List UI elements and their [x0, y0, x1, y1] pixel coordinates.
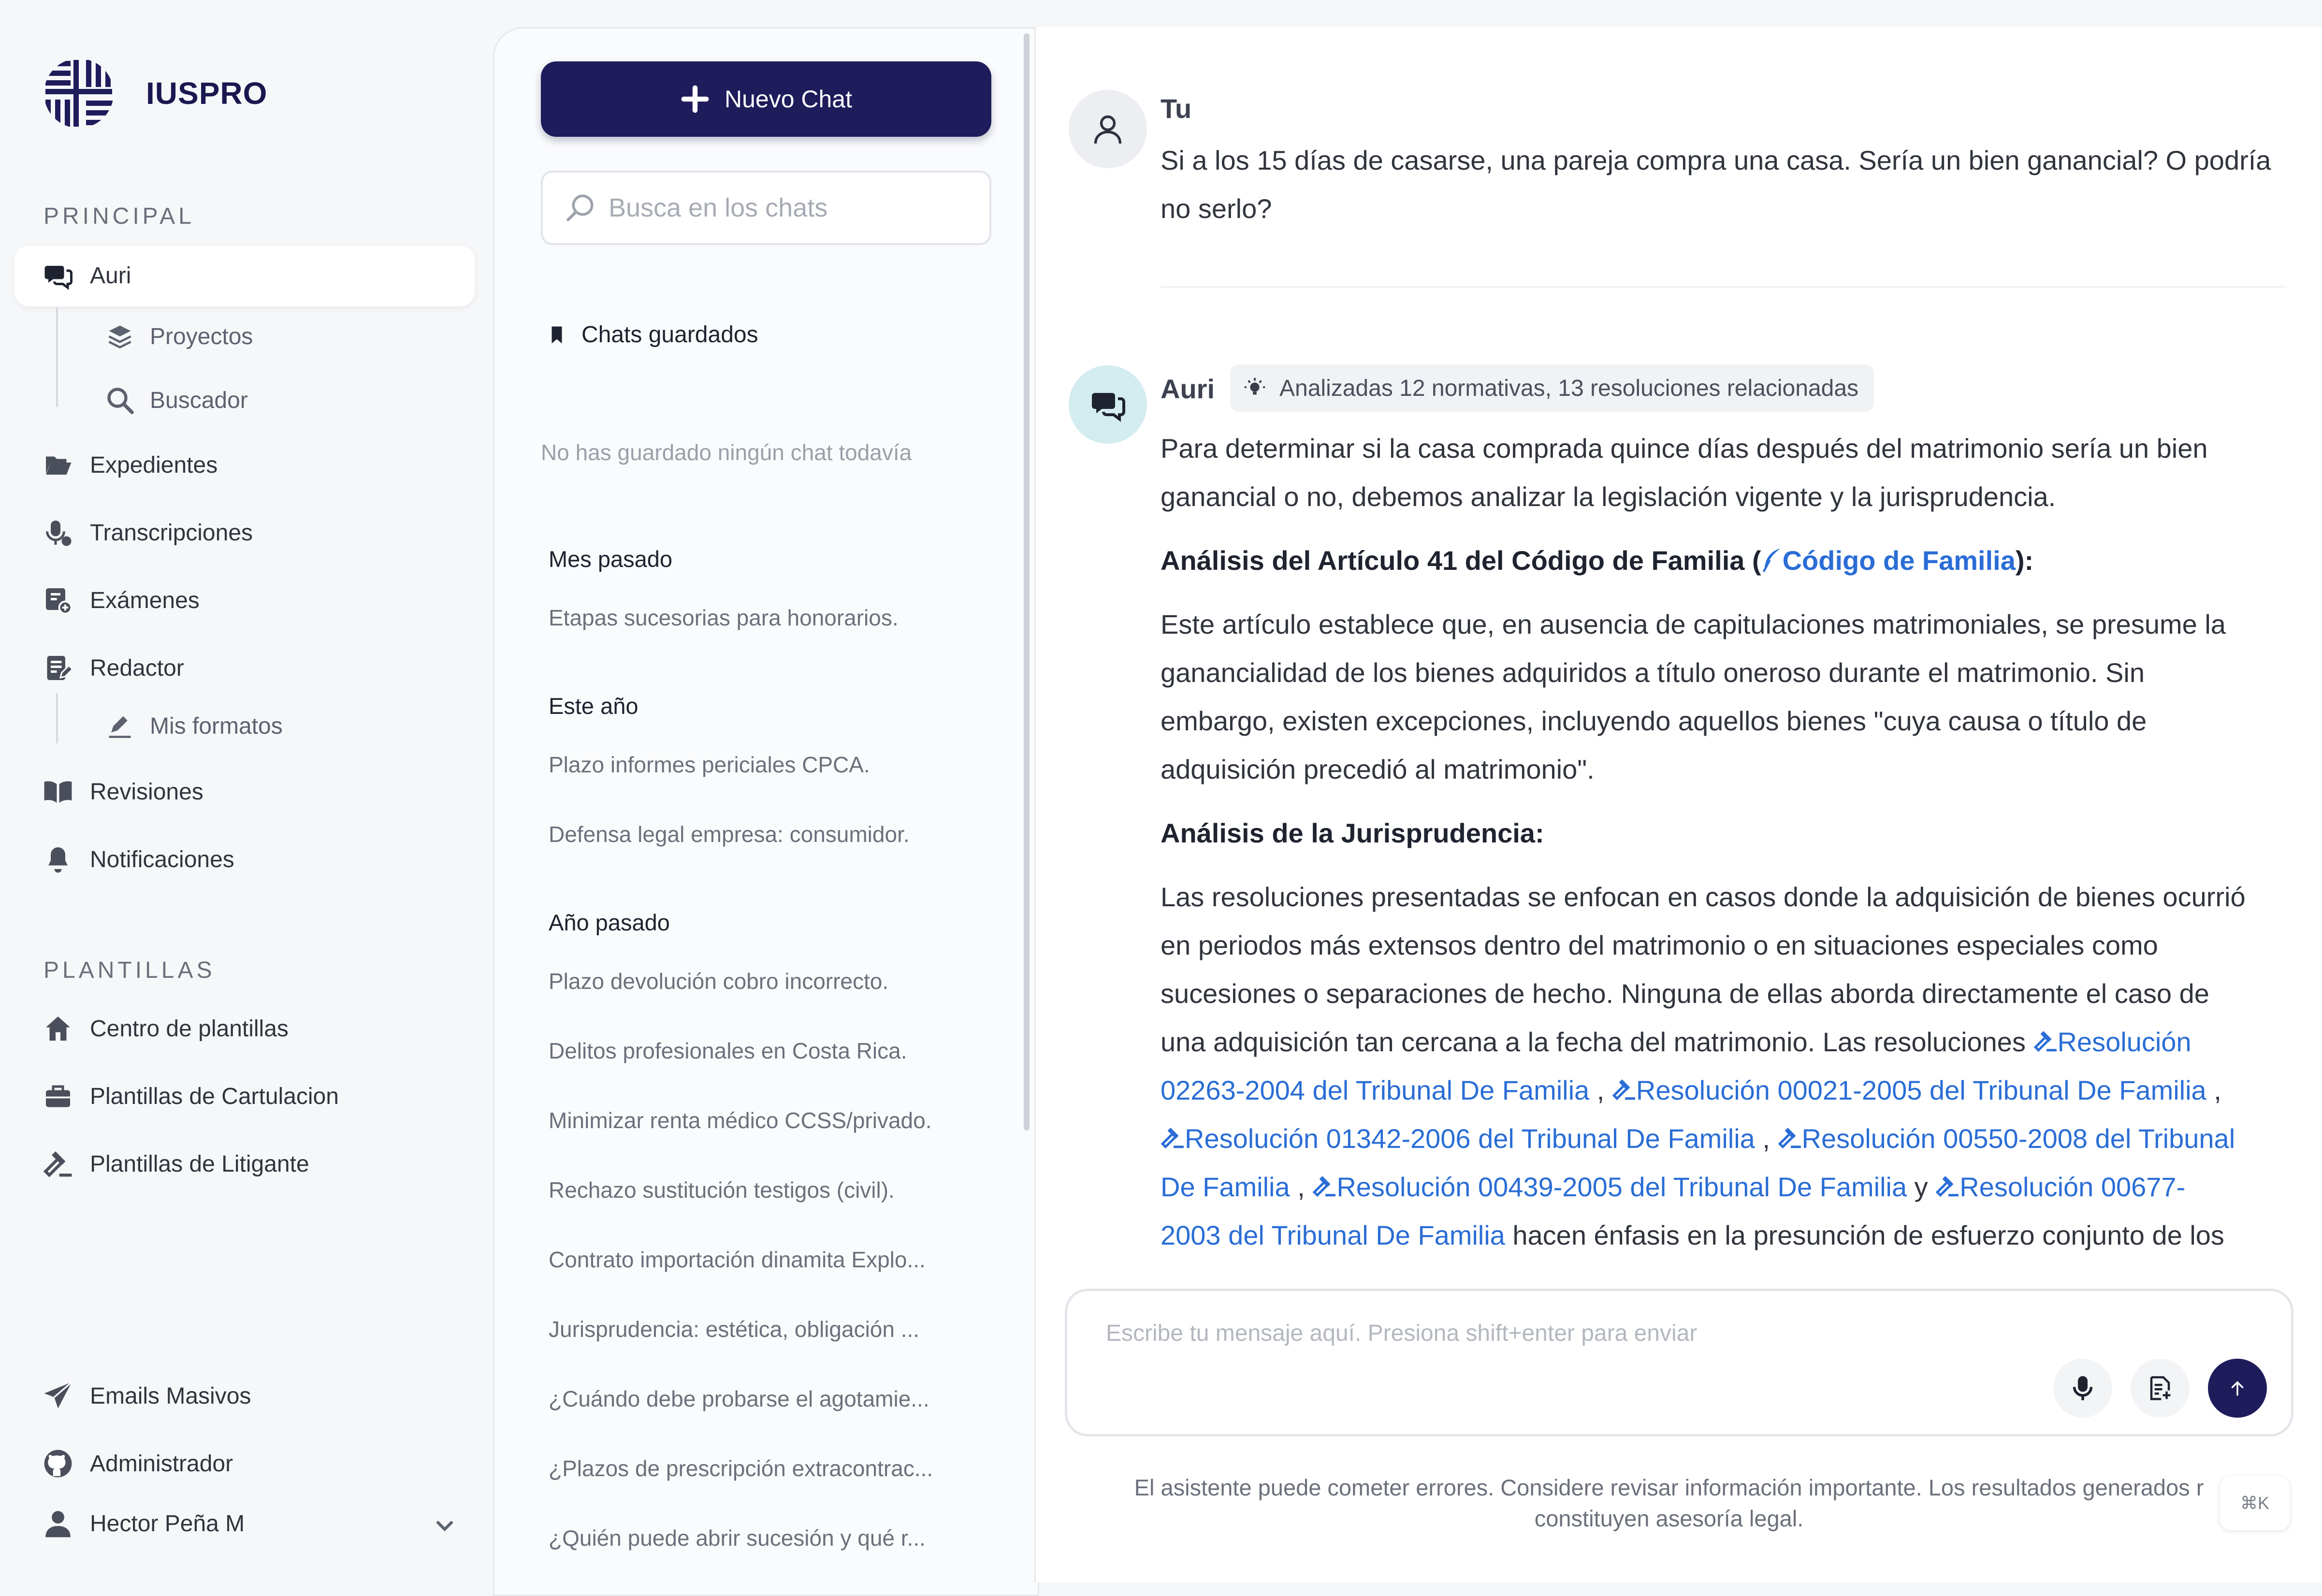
- new-chat-label: Nuevo Chat: [724, 86, 853, 113]
- chat-item[interactable]: Rechazo sustitución testigos (civil).: [549, 1177, 895, 1203]
- analysis-badge-text: Analizadas 12 normativas, 13 resoluciones relacionadas: [1279, 375, 1859, 401]
- chat-item[interactable]: ¿Plazos de prescripción extracontrac...: [549, 1456, 933, 1481]
- resolution-link[interactable]: De Familia: [1161, 1172, 1290, 1202]
- reply-text: ,: [1589, 1075, 1612, 1105]
- reply-line: [1161, 1066, 2287, 1115]
- sidebar-item-expedientes[interactable]: [43, 450, 218, 480]
- user-avatar: [1069, 90, 1147, 168]
- brand-logo-icon: [43, 57, 115, 130]
- reply-text: una adquisición tan cercana a la fecha del matrimonio. Las resoluciones: [1161, 1027, 2033, 1057]
- reply-line: [1161, 1163, 2287, 1211]
- reply-line: ganancialidad de los bienes adquiridos a título oneroso durante el matrimonio. Sin: [1161, 657, 2145, 688]
- document-edit-icon: [43, 653, 73, 683]
- sidebar-item-transcripciones[interactable]: [43, 517, 253, 548]
- search-icon: [564, 192, 596, 224]
- bookmark-icon: [547, 325, 567, 345]
- reply-line: Este artículo establece que, en ausencia de capitulaciones matrimoniales, se presume la: [1161, 609, 2226, 639]
- sidebar-item-label: Auri: [90, 262, 131, 289]
- reply-line: [1161, 1115, 2287, 1163]
- sidebar-item-buscador[interactable]: [104, 385, 248, 416]
- sidebar-item-administrador[interactable]: [43, 1448, 233, 1479]
- sidebar-item-label: Revisiones: [90, 779, 203, 805]
- chat-bubbles-icon: [43, 260, 73, 291]
- reply-text: ,: [2206, 1075, 2221, 1105]
- disclaimer-line: constituyen asesoría legal.: [1534, 1506, 1804, 1531]
- reply-line: en periodos más extensos dentro del matrimonio o en situaciones especiales como: [1161, 930, 2158, 960]
- gavel-icon: [1312, 1174, 1336, 1198]
- sidebar-item-label: Proyectos: [150, 323, 253, 349]
- sidebar-item-label: Notificaciones: [90, 846, 234, 872]
- chat-item[interactable]: Defensa legal empresa: consumidor.: [549, 822, 910, 847]
- reply-line: adquisición precedió al matrimonio".: [1161, 754, 1595, 784]
- resolution-link[interactable]: [1612, 1075, 2206, 1105]
- sidebar-item-label: Redactor: [90, 655, 184, 681]
- sidebar: [0, 0, 488, 1582]
- plus-icon: [680, 84, 710, 114]
- sidebar-item-redactor[interactable]: [43, 653, 184, 683]
- reply-line: embargo, existen excepciones, incluyendo aquellos bienes "cuya causa o título de: [1161, 706, 2147, 736]
- chatlist-scrollbar[interactable]: [1024, 33, 1030, 1131]
- group-title: Este año: [549, 693, 639, 719]
- group-title: Año pasado: [549, 910, 670, 935]
- reply-heading: [1161, 537, 2287, 585]
- reply-line: ganancial o no, debemos analizar la legislación vigente y la jurisprudencia.: [1161, 481, 2056, 512]
- home-icon: [43, 1013, 73, 1044]
- sidebar-item-label: Centro de plantillas: [90, 1016, 289, 1042]
- chat-item[interactable]: Delitos profesionales en Costa Rica.: [549, 1038, 907, 1063]
- resolution-link[interactable]: [1312, 1172, 1907, 1202]
- sidebar-item-label: Administrador: [90, 1451, 233, 1477]
- resolution-link-text: Resolución 00677-: [1959, 1172, 2186, 1202]
- gavel-icon: [2033, 1029, 2058, 1053]
- chat-item[interactable]: Contrato importación dinamita Explo...: [549, 1247, 926, 1272]
- sidebar-item-label: Mis formatos: [150, 713, 283, 739]
- sidebar-item-notificaciones[interactable]: [43, 844, 234, 875]
- section-plantillas: PLANTILLAS: [44, 958, 216, 983]
- reply-line: [1161, 1018, 2287, 1066]
- reply-text: ,: [1290, 1172, 1313, 1202]
- tree-connector: [56, 693, 58, 743]
- gavel-icon: [1935, 1174, 1959, 1198]
- resolution-link[interactable]: 02263-2004 del Tribunal De Familia: [1161, 1075, 1590, 1105]
- resolution-link-text: Resolución 00550-2008 del Tribunal: [1801, 1123, 2235, 1154]
- reply-line: Para determinar si la casa comprada quince días después del matrimonio sería un bien: [1161, 433, 2208, 464]
- message-divider: [1161, 286, 2287, 288]
- lightbulb-icon: [1244, 377, 1266, 399]
- brand-name: IUSPRO: [146, 76, 268, 111]
- reply-text: y: [1907, 1172, 1936, 1202]
- user-sender-name: Tu: [1161, 93, 1192, 124]
- sidebar-item-emails-masivos[interactable]: [43, 1380, 251, 1411]
- microphone-icon: [43, 517, 73, 548]
- chat-item[interactable]: Plazo devolución cobro incorrecto.: [549, 969, 889, 994]
- attach-document-button[interactable]: [2131, 1359, 2190, 1418]
- voice-input-button[interactable]: [2053, 1359, 2112, 1418]
- reply-line: sucesiones o separaciones de hecho. Ninguna de ellas aborda directamente el caso de: [1161, 978, 2209, 1009]
- user-message-line: Si a los 15 días de casarse, una pareja compra una casa. Sería un bien ganancial? O podría: [1161, 145, 2271, 175]
- reply-heading: Análisis de la Jurisprudencia:: [1161, 818, 1544, 848]
- sidebar-item-plantillas-litigante[interactable]: [43, 1148, 309, 1179]
- reply-line: [1161, 1211, 2287, 1260]
- search-icon: [104, 385, 135, 416]
- sidebar-item-label: Exámenes: [90, 587, 200, 613]
- gavel-icon: [43, 1148, 73, 1179]
- chevron-down-icon[interactable]: [433, 1514, 456, 1537]
- user-message-line: no serlo?: [1161, 193, 1272, 224]
- github-icon: [43, 1448, 73, 1479]
- user-name: Hector Peña M: [90, 1510, 245, 1537]
- resolution-link[interactable]: [1161, 1123, 1755, 1154]
- message-input[interactable]: [1105, 1319, 2122, 1360]
- briefcase-icon: [43, 1081, 73, 1112]
- user-icon: [43, 1508, 73, 1539]
- microphone-icon: [2068, 1374, 2097, 1403]
- analysis-badge[interactable]: [1230, 364, 1874, 412]
- user-menu[interactable]: [43, 1508, 245, 1539]
- reply-heading-text: ):: [2015, 545, 2034, 576]
- tree-connector: [56, 307, 58, 407]
- saved-chats-header[interactable]: [547, 321, 758, 348]
- sidebar-item-label: Plantillas de Litigante: [90, 1151, 309, 1177]
- reply-text: ,: [1755, 1123, 1778, 1154]
- chat-history-panel: [493, 27, 1039, 1596]
- saved-chats-label: Chats guardados: [581, 322, 758, 348]
- reply-text: hacen énfasis en la presunción de esfuerzo conjunto de los: [1505, 1220, 2224, 1250]
- exam-icon: [43, 585, 73, 616]
- sidebar-item-label: Expedientes: [90, 452, 218, 478]
- paper-plane-icon: [43, 1380, 73, 1411]
- gavel-icon: [1161, 1126, 1185, 1150]
- assistant-sender-name: Auri: [1161, 374, 1215, 404]
- resolution-link-text: Resolución 01342-2006 del Tribunal De Familia: [1185, 1123, 1755, 1154]
- document-add-icon: [2147, 1375, 2173, 1401]
- sidebar-item-label: Buscador: [150, 387, 248, 413]
- feather-icon: [1761, 548, 1783, 573]
- codigo-familia-link[interactable]: Código de Familia: [1782, 545, 2016, 576]
- chat-item[interactable]: Etapas sucesorias para honorarios.: [549, 605, 899, 630]
- chat-item[interactable]: Minimizar renta médico CCSS/privado.: [549, 1108, 932, 1133]
- chat-search-input[interactable]: [608, 192, 977, 223]
- chat-search-box[interactable]: [541, 171, 991, 245]
- folder-open-icon: [43, 450, 73, 480]
- chat-item[interactable]: Jurisprudencia: estética, obligación ...: [549, 1317, 920, 1342]
- resolution-link[interactable]: [1778, 1123, 2235, 1154]
- section-principal: PRINCIPAL: [44, 203, 195, 229]
- brand[interactable]: [43, 57, 267, 130]
- resolution-link-text: Resolución 00021-2005 del Tribunal De Familia: [1636, 1075, 2206, 1105]
- sidebar-item-label: Transcripciones: [90, 520, 253, 546]
- layers-icon: [104, 321, 135, 352]
- sidebar-item-mis-formatos[interactable]: [104, 711, 283, 741]
- saved-chats-empty: No has guardado ningún chat todavía: [541, 440, 912, 465]
- pen-icon: [104, 711, 135, 741]
- bell-icon: [43, 844, 73, 875]
- disclaimer: [1084, 1472, 2254, 1534]
- group-title: Mes pasado: [549, 546, 673, 572]
- resolution-link[interactable]: [2033, 1027, 2191, 1057]
- resolution-link[interactable]: [1935, 1172, 2185, 1202]
- sidebar-item-plantillas-cartulacion[interactable]: [43, 1081, 339, 1112]
- sidebar-item-centro-plantillas[interactable]: [43, 1013, 289, 1044]
- chat-item[interactable]: Plazo informes periciales CPCA.: [549, 752, 870, 777]
- sidebar-item-examenes[interactable]: [43, 585, 200, 616]
- new-chat-button[interactable]: [541, 61, 991, 137]
- conversation-panel: [1034, 27, 2322, 1582]
- reply-line: Las resoluciones presentadas se enfocan en casos donde la adquisición de bienes ocurrió: [1161, 882, 2246, 912]
- sidebar-item-auri[interactable]: [43, 260, 131, 291]
- sidebar-item-proyectos[interactable]: [104, 321, 253, 352]
- command-shortcut-badge[interactable]: ⌘K: [2220, 1476, 2290, 1530]
- chat-item[interactable]: ¿Quién puede abrir sucesión y qué r...: [549, 1525, 926, 1551]
- disclaimer-line: El asistente puede cometer errores. Considere revisar información importante. Los resultados generados r: [1134, 1475, 2204, 1500]
- assistant-avatar: [1069, 365, 1147, 444]
- resolution-link-text: Resolución: [2057, 1027, 2191, 1057]
- message-composer: [1065, 1289, 2293, 1436]
- resolution-link-text: Resolución 00439-2005 del Tribunal De Familia: [1336, 1172, 1907, 1202]
- arrow-up-icon: [2227, 1378, 2248, 1398]
- resolution-link[interactable]: 2003 del Tribunal De Familia: [1161, 1220, 1505, 1250]
- send-button[interactable]: [2208, 1359, 2267, 1418]
- sidebar-item-revisiones[interactable]: [43, 776, 203, 807]
- sidebar-item-label: Plantillas de Cartulacion: [90, 1083, 339, 1109]
- sidebar-item-label: Emails Masivos: [90, 1383, 251, 1409]
- gavel-icon: [1778, 1126, 1802, 1150]
- chat-item[interactable]: ¿Cuándo debe probarse el agotamie...: [549, 1386, 929, 1411]
- book-open-icon: [43, 776, 73, 807]
- reply-heading-text: Análisis del Artículo 41 del Código de Familia (: [1161, 545, 1761, 576]
- gavel-icon: [1612, 1077, 1636, 1102]
